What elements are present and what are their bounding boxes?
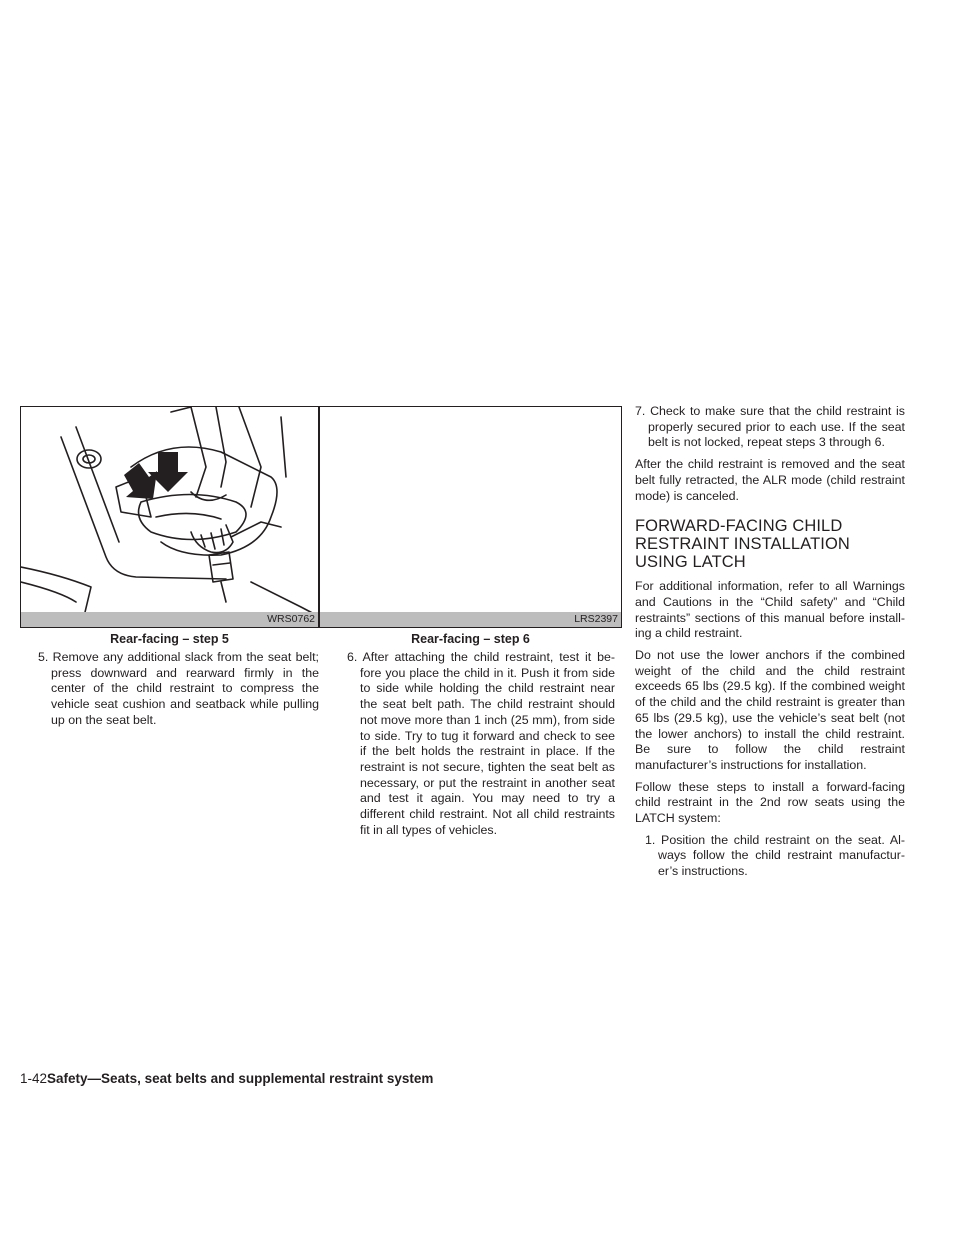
alr-paragraph: After the child restraint is removed and the seat belt fully retracted, the ALR mode (child restraint mode) is canceled. [635,457,905,503]
lower-anchors-paragraph: Do not use the lower anchors if the combined weight of the child and the child restraint exceeds 65 lbs (29.5 kg). If the combined weight of the child and the child restraint is greater than 65 lbs (29.5 kg), use the vehicle’s seat belt (not the lower anchors) to install the child restraint. Be sure to follow the child restraint manufacturer’s instructions for installation. [635,648,905,772]
info-paragraph: For additional information, refer to all Warnings and Cautions in the “Child safety” and “Child restraints” sections of this manual before install-ing a child restraint. [635,579,905,641]
step-5-text: 5. Remove any additional slack from the seat belt; press downward and rearward firmly in the center of the child restraint to compress the vehicle seat cushion and seatback while pulling up on the seat belt. [38,650,319,727]
figure-rear-facing-step5 [20,406,319,628]
column-1 [28,650,319,735]
figure-rear-facing-step6 [319,406,622,628]
chapter-title: Safety—Seats, seat belts and supplemental restraint system [47,1071,434,1086]
step-1-text: 1. Position the child restraint on the seat. Al-ways follow the child restraint manufactur-er’s instructions. [645,832,905,879]
follow-steps-paragraph: Follow these steps to install a forward-facing child restraint in the 2nd row seats using the LATCH system: [635,779,905,826]
step-6-text: 6. After attaching the child restraint, test it be-fore you place the child in it. Push it from side to side while holding the child restraint near the seat belt path. The child restraint should not move more than 1 inch (25 mm), from side to side. Try to tug it forward and check to see if the belt holds the restraint in place. If the restraint is not secure, tighten the seat belt as necessary, or put the restraint in another seat and test it again. You may need to try a different child restraint. Not all child restraints fit in all types of vehicles. [347,650,615,837]
illustration-press-child-restraint [21,407,319,628]
figure-caption: Rear-facing – step 5 [110,632,229,646]
figure-code: LRS2397 [574,613,618,625]
column-2 [347,650,615,844]
figure-code: WRS0762 [267,613,315,625]
step-7-text: 7. Check to make sure that the child restraint is properly secured prior to each use. If the seat belt is not locked, repeat steps 3 through 6. [635,404,905,450]
figure-caption: Rear-facing – step 6 [411,632,530,646]
column-3 [635,404,905,886]
page-footer [20,1071,433,1087]
section-heading: FORWARD-FACING CHILD RESTRAINT INSTALLATION USING LATCH [635,517,850,572]
page-number: 1-42 [20,1071,48,1086]
